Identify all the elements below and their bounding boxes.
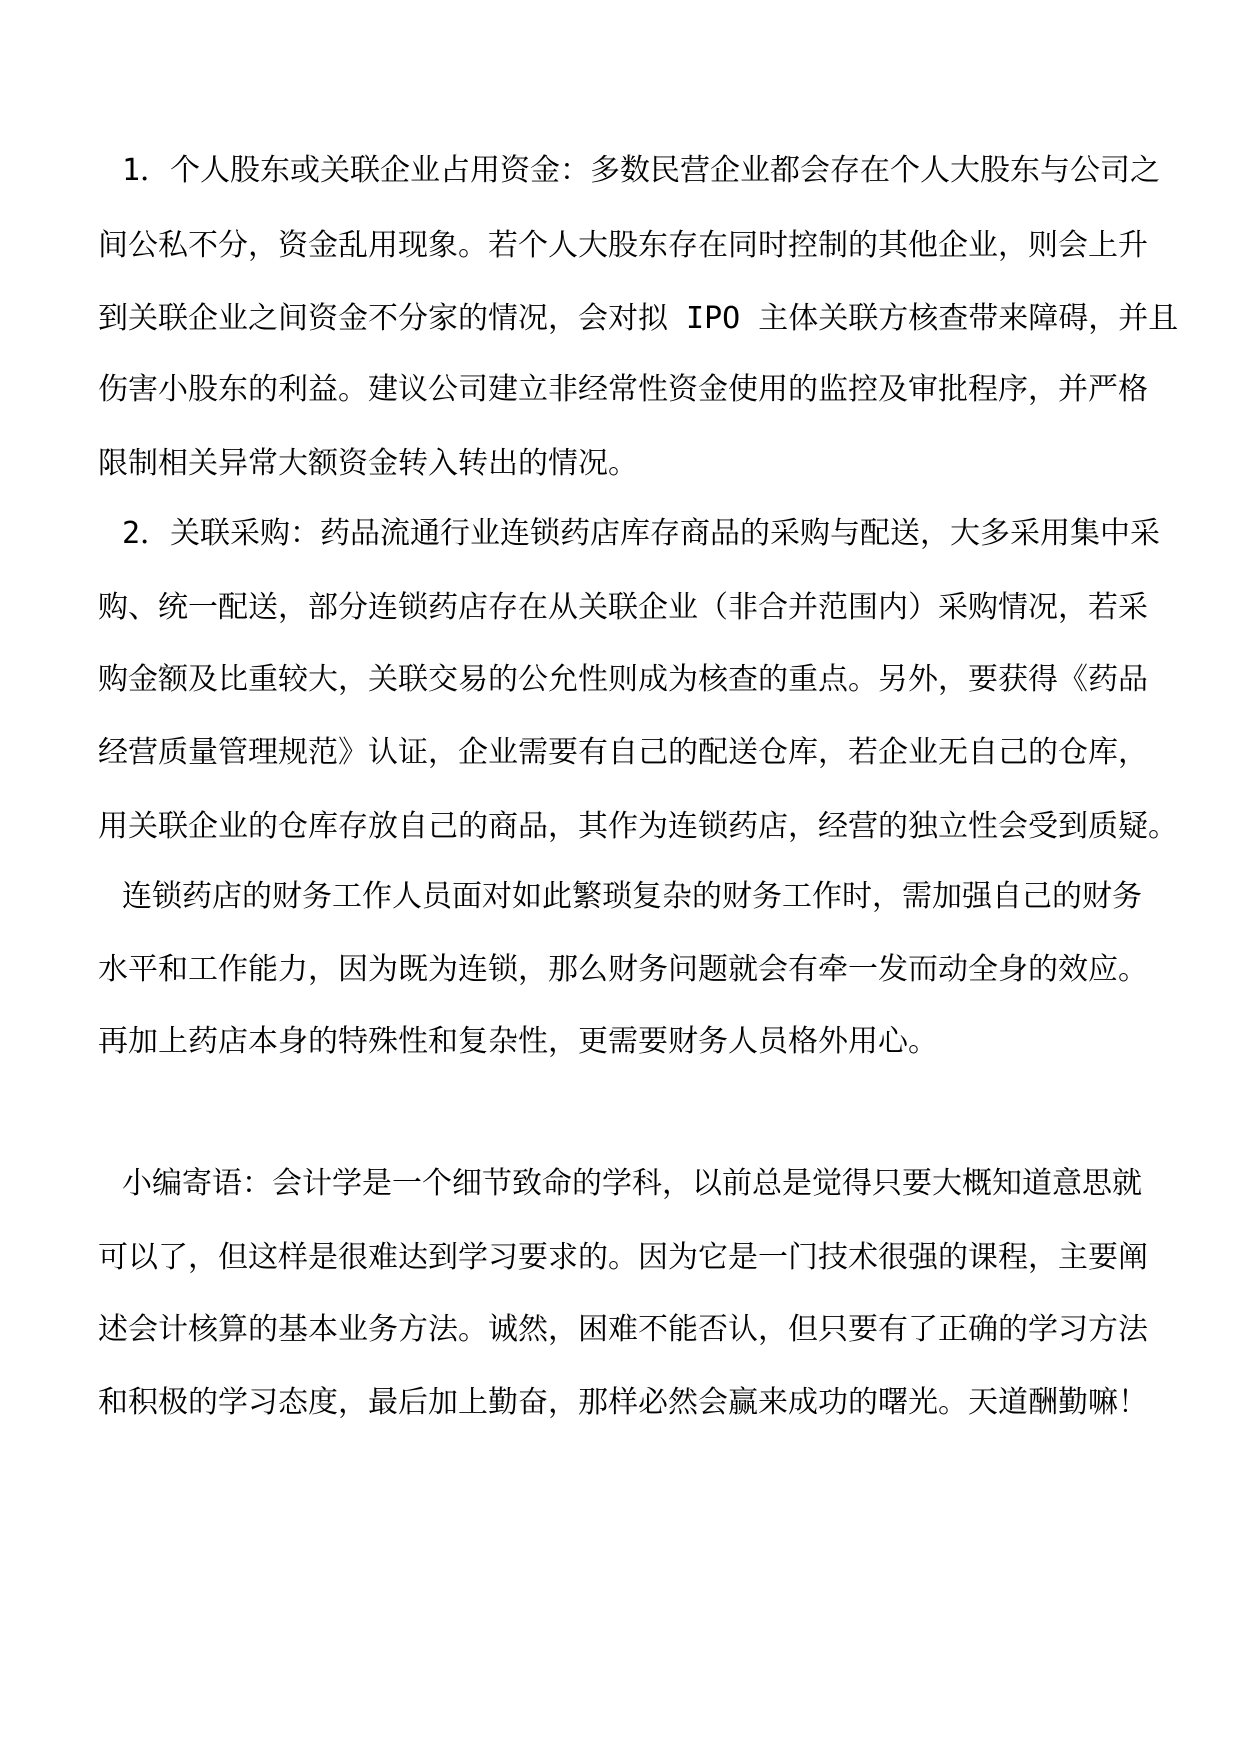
paragraph-1-line-1: 1．个人股东或关联企业占用资金：多数民营企业都会存在个人大股东与公司之 — [122, 153, 1161, 188]
paragraph-1-line-2: 间公私不分，资金乱用现象。若个人大股东存在同时控制的其他企业，则会上升 — [98, 228, 1148, 263]
editor-note-line-4: 和积极的学习态度，最后加上勤奋，那样必然会赢来成功的曙光。天道酬勤嘛！ — [98, 1385, 1148, 1420]
conclusion-line-1: 连锁药店的财务工作人员面对如此繁琐复杂的财务工作时，需加强自己的财务 — [122, 879, 1142, 914]
conclusion-line-2: 水平和工作能力，因为既为连锁，那么财务问题就会有牵一发而动全身的效应。 — [98, 952, 1148, 987]
editor-note-line-1: 小编寄语：会计学是一个细节致命的学科，以前总是觉得只要大概知道意思就 — [122, 1166, 1142, 1201]
paragraph-1-line-4: 伤害小股东的利益。建议公司建立非经常性资金使用的监控及审批程序，并严格 — [98, 372, 1148, 407]
editor-note-line-3: 述会计核算的基本业务方法。诚然，困难不能否认，但只要有了正确的学习方法 — [98, 1312, 1148, 1347]
paragraph-1-line-3: 到关联企业之间资金不分家的情况，会对拟 IPO 主体关联方核查带来障碍，并且 — [98, 301, 1179, 336]
paragraph-2-line-1: 2．关联采购：药品流通行业连锁药店库存商品的采购与配送，大多采用集中采 — [122, 516, 1161, 551]
paragraph-2-line-5: 用关联企业的仓库存放自己的商品，其作为连锁药店，经营的独立性会受到质疑。 — [98, 809, 1178, 844]
paragraph-1-line-5: 限制相关异常大额资金转入转出的情况。 — [98, 446, 638, 481]
conclusion-line-3: 再加上药店本身的特殊性和复杂性，更需要财务人员格外用心。 — [98, 1024, 938, 1059]
editor-note-line-2: 可以了，但这样是很难达到学习要求的。因为它是一门技术很强的课程，主要阐 — [98, 1240, 1148, 1275]
paragraph-2-line-4: 经营质量管理规范》认证，企业需要有自己的配送仓库，若企业无自己的仓库， — [98, 735, 1148, 770]
paragraph-2-line-2: 购、统一配送，部分连锁药店存在从关联企业（非合并范围内）采购情况，若采 — [98, 590, 1148, 625]
paragraph-2-line-3: 购金额及比重较大，关联交易的公允性则成为核查的重点。另外，要获得《药品 — [98, 662, 1148, 697]
